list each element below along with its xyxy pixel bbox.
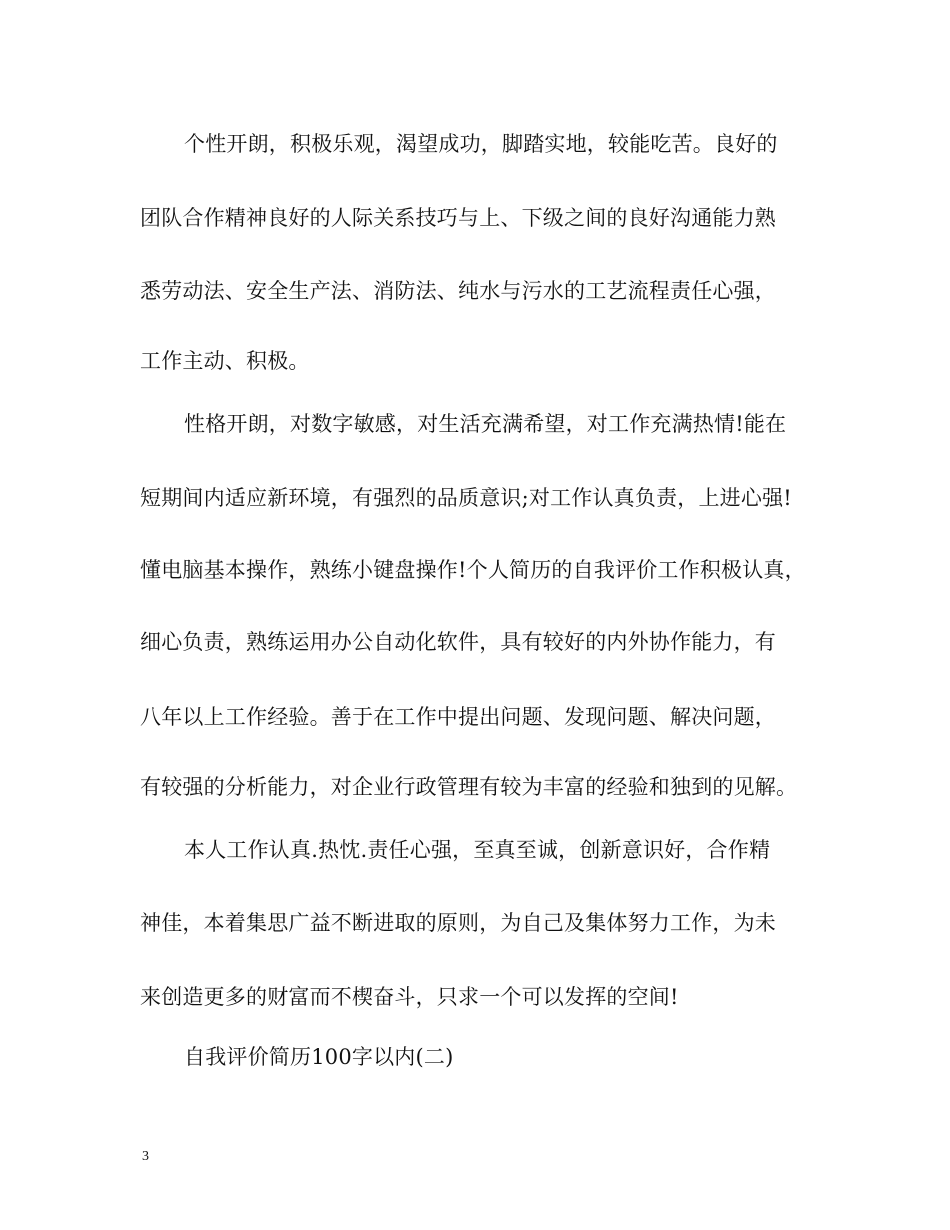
paragraph-2-line-3: 懂电脑基本操作，熟练小键盘操作!个人简历的自我评价工作积极认真， xyxy=(140,558,806,582)
paragraph-1-line-2: 团队合作精神良好的人际关系技巧与上、下级之间的良好沟通能力熟 xyxy=(140,206,776,230)
paragraph-1-line-1: 个性开朗，积极乐观，渴望成功，脚踏实地，较能吃苦。良好的 xyxy=(184,132,778,156)
page-number: 3 xyxy=(142,1149,149,1164)
paragraph-2-line-4: 细心负责，熟练运用办公自动化软件，具有较好的内外协作能力，有 xyxy=(140,630,776,654)
paragraph-3-line-3: 来创造更多的财富而不楔奋斗，只求一个可以发挥的空间! xyxy=(140,985,679,1009)
paragraph-2-line-5: 八年以上工作经验。善于在工作中提出问题、发现问题、解决问题， xyxy=(140,705,776,729)
paragraph-2-line-1: 性格开朗，对数字敏感，对生活充满希望，对工作充满热情!能在 xyxy=(184,412,787,436)
paragraph-1-line-3: 悉劳动法、安全生产法、消防法、纯水与污水的工艺流程责任心强， xyxy=(140,279,776,303)
paragraph-3-line-2: 神佳，本着集思广益不断进取的原则，为自己及集体努力工作，为未 xyxy=(140,911,776,935)
paragraph-2-line-2: 短期间内适应新环境，有强烈的品质意识;对工作认真负责，上进心强! xyxy=(140,486,792,510)
paragraph-3-line-1: 本人工作认真.热忱.责任心强，至真至诚，创新意识好，合作精 xyxy=(184,838,771,862)
paragraph-1-line-4: 工作主动、积极。 xyxy=(140,349,310,373)
paragraph-2-line-6: 有较强的分析能力，对企业行政管理有较为丰富的经验和独到的见解。 xyxy=(140,775,798,799)
section-heading: 自我评价简历100字以内(二) xyxy=(184,1045,454,1069)
